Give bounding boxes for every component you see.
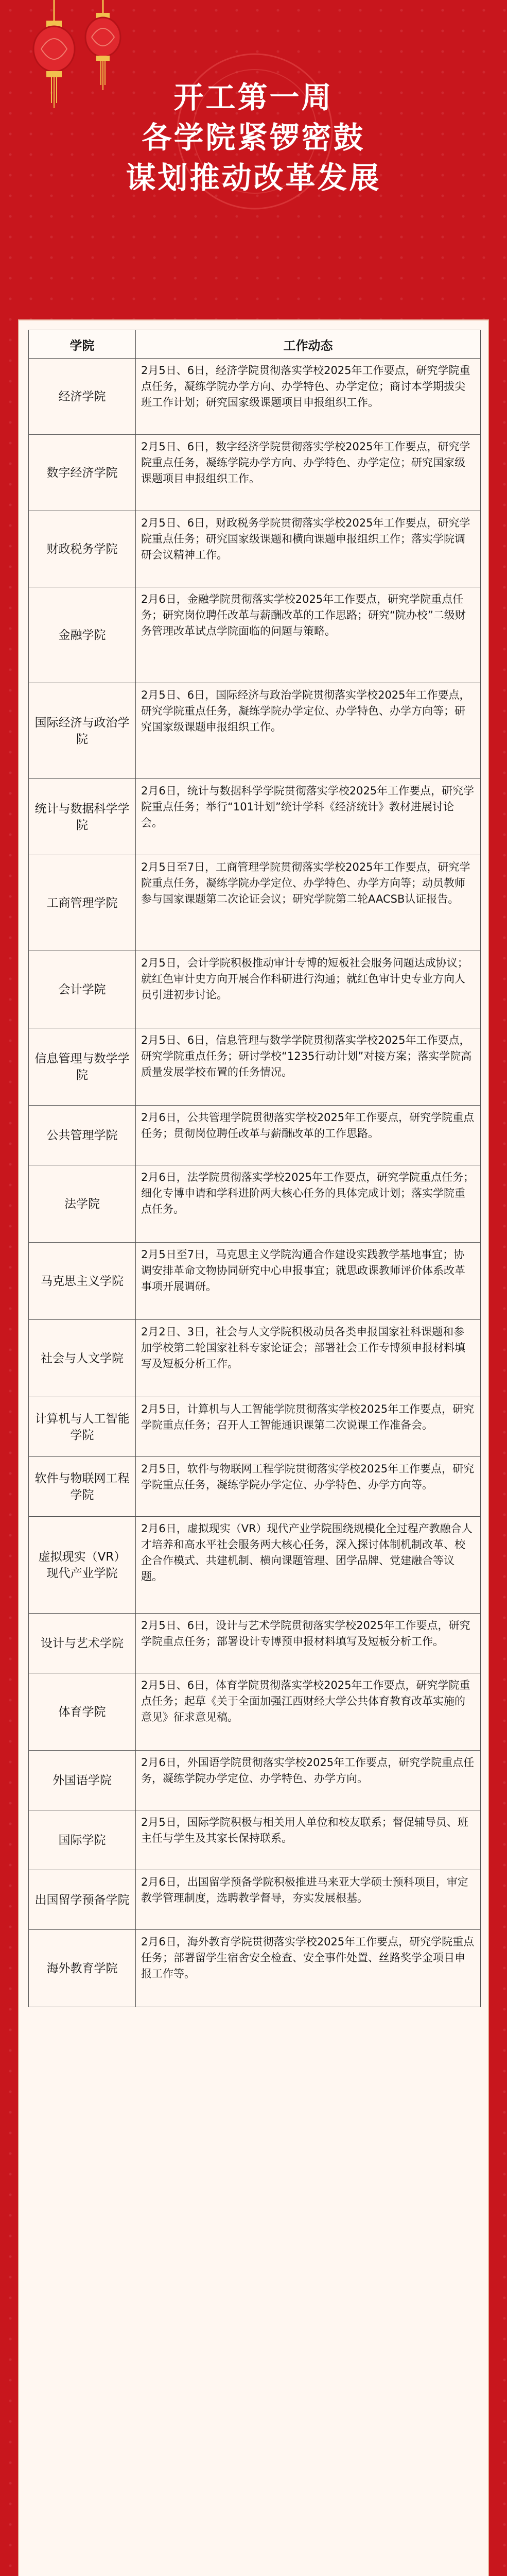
work-update-cell: 2月5日、6日，设计与艺术学院贯彻落实学校2025年工作要点，研究学院重点任务；部署设计专博预申报材料填写及短板分析工作。 bbox=[136, 1614, 481, 1673]
table-row bbox=[29, 1165, 481, 1243]
table-row bbox=[29, 779, 481, 855]
work-update-cell: 2月5日至7日，马克思主义学院沟通合作建设实践教学基地事宜；协调安排革命文物协同研究中心申报事宜；就思政课教师评价体系改革事项开展调研。 bbox=[136, 1243, 481, 1320]
table-row bbox=[29, 1810, 481, 1870]
table-row bbox=[29, 1397, 481, 1457]
college-name-cell: 软件与物联网工程学院 bbox=[29, 1457, 136, 1517]
table-row bbox=[29, 511, 481, 587]
college-name-cell: 会计学院 bbox=[29, 951, 136, 1028]
work-update-cell: 2月5日至7日，工商管理学院贯彻落实学校2025年工作要点，研究学院重点任务，凝练学院办学定位、办学特色、办学方向等；动员教师参与国家课题第二次论证会议；研究学院第二轮AACSB认证报告。 bbox=[136, 855, 481, 951]
table-row bbox=[29, 1751, 481, 1810]
college-name-cell: 国际学院 bbox=[29, 1810, 136, 1870]
work-update-cell: 2月6日，虚拟现实（VR）现代产业学院围绕规模化全过程产教融合人才培养和高水平社会服务两大核心任务，深入探讨体制机制改革、校企合作模式、共建机制、横向课题管理、团学品牌、党建融合等议题。 bbox=[136, 1517, 481, 1614]
work-update-cell: 2月6日，外国语学院贯彻落实学校2025年工作要点，研究学院重点任务，凝练学院办学定位、办学特色、办学方向。 bbox=[136, 1751, 481, 1810]
college-name-cell: 数字经济学院 bbox=[29, 435, 136, 511]
table-row bbox=[29, 359, 481, 435]
title-line-2: 各学院紧锣密鼓 bbox=[142, 120, 365, 155]
work-update-cell: 2月6日，法学院贯彻落实学校2025年工作要点，研究学院重点任务；细化专博申请和学科进阶两大核心任务的具体完成计划；落实学院重点任务。 bbox=[136, 1165, 481, 1243]
college-name-cell: 海外教育学院 bbox=[29, 1930, 136, 2007]
column-header-update: 工作动态 bbox=[136, 330, 481, 359]
work-update-cell: 2月6日，统计与数据科学学院贯彻落实学校2025年工作要点，研究学院重点任务；举行“101计划”统计学科《经济统计》教材进展讨论会。 bbox=[136, 779, 481, 855]
title-line-3: 谋划推动改革发展 bbox=[126, 160, 381, 195]
table-row bbox=[29, 951, 481, 1028]
work-update-cell: 2月5日，软件与物联网工程学院贯彻落实学校2025年工作要点，研究学院重点任务，凝练学院办学定位、办学特色、办学方向等。 bbox=[136, 1457, 481, 1517]
content-card bbox=[18, 319, 489, 2576]
work-update-cell: 2月6日，金融学院贯彻落实学校2025年工作要点，研究学院重点任务；研究岗位聘任改革与薪酬改革的工作思路；研究“院办校”二级财务管理改革试点学院面临的问题与策略。 bbox=[136, 587, 481, 683]
table-row bbox=[29, 587, 481, 683]
table-row bbox=[29, 855, 481, 951]
college-name-cell: 财政税务学院 bbox=[29, 511, 136, 587]
table-header-row bbox=[29, 330, 481, 359]
table-row bbox=[29, 435, 481, 511]
table-row bbox=[29, 683, 481, 779]
work-update-cell: 2月5日、6日，财政税务学院贯彻落实学校2025年工作要点，研究学院重点任务；研究国家级课题和横向课题申报组织工作；落实学院调研会议精神工作。 bbox=[136, 511, 481, 587]
college-name-cell: 金融学院 bbox=[29, 587, 136, 683]
table-row bbox=[29, 1106, 481, 1165]
college-name-cell: 经济学院 bbox=[29, 359, 136, 435]
work-update-table bbox=[28, 330, 481, 2007]
college-name-cell: 公共管理学院 bbox=[29, 1106, 136, 1165]
column-header-college: 学院 bbox=[29, 330, 136, 359]
table-row bbox=[29, 1243, 481, 1320]
college-name-cell: 社会与人文学院 bbox=[29, 1320, 136, 1397]
college-name-cell: 法学院 bbox=[29, 1165, 136, 1243]
college-name-cell: 马克思主义学院 bbox=[29, 1243, 136, 1320]
college-name-cell: 体育学院 bbox=[29, 1673, 136, 1751]
college-name-cell: 信息管理与数学学院 bbox=[29, 1028, 136, 1106]
work-update-cell: 2月6日，出国留学预备学院积极推进马来亚大学硕士预科项目，审定教学管理制度，选聘教学督导，夯实发展根基。 bbox=[136, 1870, 481, 1930]
table-row bbox=[29, 1517, 481, 1614]
college-name-cell: 统计与数据科学学院 bbox=[29, 779, 136, 855]
college-name-cell: 国际经济与政治学院 bbox=[29, 683, 136, 779]
college-name-cell: 计算机与人工智能学院 bbox=[29, 1397, 136, 1457]
work-update-cell: 2月5日，会计学院积极推动审计专博的短板社会服务问题达成协议；就红色审计史方向开展合作科研进行沟通；就红色审计史专业方向人员引进初步讨论。 bbox=[136, 951, 481, 1028]
work-update-cell: 2月5日，国际学院积极与相关用人单位和校友联系；督促辅导员、班主任与学生及其家长保持联系。 bbox=[136, 1810, 481, 1870]
table-row bbox=[29, 1930, 481, 2007]
college-name-cell: 工商管理学院 bbox=[29, 855, 136, 951]
work-update-cell: 2月5日，计算机与人工智能学院贯彻落实学校2025年工作要点，研究学院重点任务；召开人工智能通识课第二次说课工作准备会。 bbox=[136, 1397, 481, 1457]
work-update-cell: 2月2日、3日，社会与人文学院积极动员各类申报国家社科课题和参加学校第二轮国家社科专家论证会；部署社会工作专博须申报材料填写及短板分析工作。 bbox=[136, 1320, 481, 1397]
work-update-cell: 2月6日，海外教育学院贯彻落实学校2025年工作要点，研究学院重点任务；部署留学生宿舍安全检查、安全事件处置、丝路奖学金项目申报工作等。 bbox=[136, 1930, 481, 2007]
college-name-cell: 设计与艺术学院 bbox=[29, 1614, 136, 1673]
college-name-cell: 出国留学预备学院 bbox=[29, 1870, 136, 1930]
college-name-cell: 虚拟现实（VR）现代产业学院 bbox=[29, 1517, 136, 1614]
work-update-cell: 2月5日、6日，国际经济与政治学院贯彻落实学校2025年工作要点，研究学院重点任务，凝练学院办学定位、办学特色、办学方向等；研究国家级课题申报组织工作。 bbox=[136, 683, 481, 779]
header bbox=[0, 0, 507, 216]
table-row bbox=[29, 1320, 481, 1397]
work-update-cell: 2月5日、6日，体育学院贯彻落实学校2025年工作要点，研究学院重点任务；起草《关于全面加强江西财经大学公共体育教育改革实施的意见》征求意见稿。 bbox=[136, 1673, 481, 1751]
table-row bbox=[29, 1457, 481, 1517]
work-update-cell: 2月5日、6日，信息管理与数学学院贯彻落实学校2025年工作要点，研究学院重点任务；研讨学校“1235行动计划”对接方案；落实学院高质量发展学校布置的任务情况。 bbox=[136, 1028, 481, 1106]
work-update-cell: 2月5日、6日，数字经济学院贯彻落实学校2025年工作要点，研究学院重点任务，凝练学院办学方向、办学特色、办学定位；研究国家级课题项目申报组织工作。 bbox=[136, 435, 481, 511]
page-title bbox=[0, 77, 507, 198]
title-line-1: 开工第一周 bbox=[173, 80, 334, 115]
work-update-cell: 2月6日，公共管理学院贯彻落实学校2025年工作要点，研究学院重点任务；贯彻岗位聘任改革与薪酬改革的工作思路。 bbox=[136, 1106, 481, 1165]
table-row bbox=[29, 1614, 481, 1673]
college-name-cell: 外国语学院 bbox=[29, 1751, 136, 1810]
work-update-cell: 2月5日、6日，经济学院贯彻落实学校2025年工作要点，研究学院重点任务，凝练学院办学方向、办学特色、办学定位；商讨本学期拔尖班工作计划；研究国家级课题项目申报组织工作。 bbox=[136, 359, 481, 435]
table-row bbox=[29, 1673, 481, 1751]
table-row bbox=[29, 1870, 481, 1930]
table-row bbox=[29, 1028, 481, 1106]
